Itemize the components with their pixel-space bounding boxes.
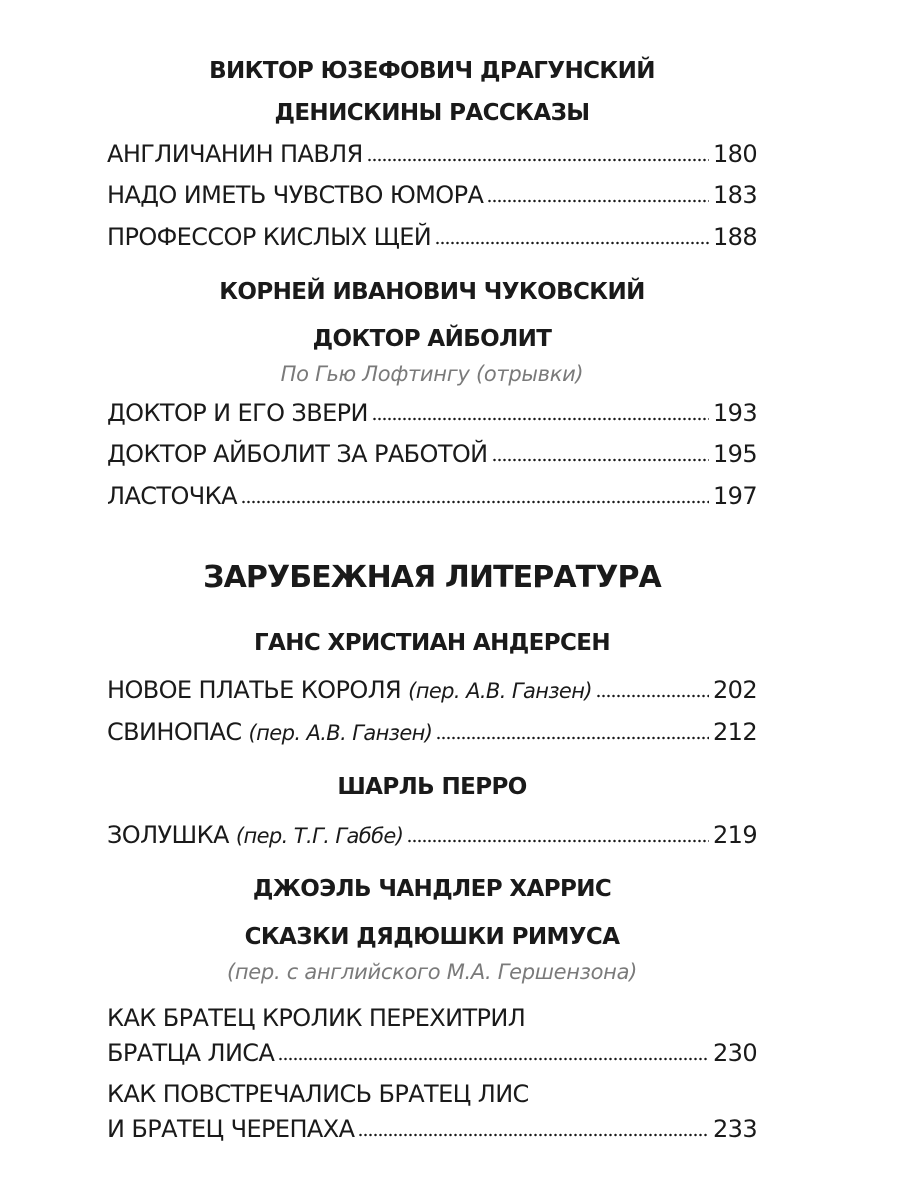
entry-title: И БРАТЕЦ ЧЕРЕПАХА (107, 1115, 355, 1143)
author-heading: ГАНС ХРИСТИАН АНДЕРСЕН (253, 630, 611, 656)
toc-entry[interactable] (107, 1039, 757, 1069)
toc-entry[interactable] (107, 399, 757, 429)
toc-entry[interactable] (107, 821, 757, 851)
author-heading: ВИКТОР ЮЗЕФОВИЧ ДРАГУНСКИЙ (209, 58, 655, 84)
dot-leader (278, 1057, 709, 1061)
page-number: 219 (712, 821, 757, 849)
toc-entry[interactable] (107, 223, 757, 253)
page-number: 202 (712, 676, 757, 704)
section-heading: ЗАРУБЕЖНАЯ ЛИТЕРАТУРА (203, 560, 661, 595)
toc-entry[interactable] (107, 482, 757, 512)
translator-note: (пер. Т.Г. Габбе) (235, 824, 404, 848)
dot-leader (358, 1133, 709, 1137)
toc-entry[interactable] (107, 181, 757, 211)
toc-entry[interactable] (107, 676, 757, 706)
entry-title: НОВОЕ ПЛАТЬЕ КОРОЛЯ (107, 676, 402, 704)
entry-title-line1: КАК БРАТЕЦ КРОЛИК ПЕРЕХИТРИЛ (107, 1004, 526, 1032)
table-of-contents (107, 0, 757, 1200)
book-title: СКАЗКИ ДЯДЮШКИ РИМУСА (244, 924, 620, 950)
page-number: 233 (712, 1115, 757, 1143)
dot-leader (435, 241, 709, 245)
dot-leader (367, 158, 709, 162)
book-title: ДОКТОР АЙБОЛИТ (312, 326, 552, 352)
page-number: 212 (712, 718, 757, 746)
entry-title: АНГЛИЧАНИН ПАВЛЯ (107, 140, 363, 168)
toc-entry[interactable] (107, 718, 757, 748)
author-heading: ШАРЛЬ ПЕРРО (337, 774, 527, 800)
book-title: ДЕНИСКИНЫ РАССКАЗЫ (274, 100, 590, 126)
book-note: По Гью Лофтингу (отрывки) (280, 362, 584, 386)
author-heading: ДЖОЭЛЬ ЧАНДЛЕР ХАРРИС (252, 876, 612, 902)
dot-leader (241, 500, 709, 504)
page-number: 197 (712, 482, 757, 510)
entry-title: СВИНОПАС (107, 718, 242, 746)
toc-entry[interactable] (107, 140, 757, 170)
translator-note: (пер. А.В. Ганзен) (408, 679, 592, 703)
entry-title: ДОКТОР АЙБОЛИТ ЗА РАБОТОЙ (107, 440, 488, 468)
entry-title-line1: КАК ПОВСТРЕЧАЛИСЬ БРАТЕЦ ЛИС (107, 1080, 529, 1108)
entry-title: ПРОФЕССОР КИСЛЫХ ЩЕЙ (107, 223, 432, 251)
page-number: 195 (712, 440, 757, 468)
page-number: 183 (712, 181, 757, 209)
page-number: 193 (712, 399, 757, 427)
entry-title: ДОКТОР И ЕГО ЗВЕРИ (107, 399, 368, 427)
page-number: 188 (712, 223, 757, 251)
dot-leader (492, 458, 709, 462)
entry-title: ЛАСТОЧКА (107, 482, 237, 510)
page-number: 230 (712, 1039, 757, 1067)
translator-note: (пер. А.В. Ганзен) (248, 721, 433, 745)
page-number: 180 (712, 140, 757, 168)
entry-title: БРАТЦА ЛИСА (107, 1039, 275, 1067)
dot-leader (436, 736, 709, 740)
book-note: (пер. с английского М.А. Гершензона) (226, 960, 638, 984)
entry-title: ЗОЛУШКА (107, 821, 229, 849)
toc-entry[interactable] (107, 1115, 757, 1145)
author-heading: КОРНЕЙ ИВАНОВИЧ ЧУКОВСКИЙ (219, 279, 645, 305)
dot-leader (596, 694, 709, 698)
dot-leader (487, 199, 709, 203)
dot-leader (372, 417, 709, 421)
entry-title: НАДО ИМЕТЬ ЧУВСТВО ЮМОРА (107, 181, 484, 209)
dot-leader (407, 839, 709, 843)
toc-entry[interactable] (107, 440, 757, 470)
